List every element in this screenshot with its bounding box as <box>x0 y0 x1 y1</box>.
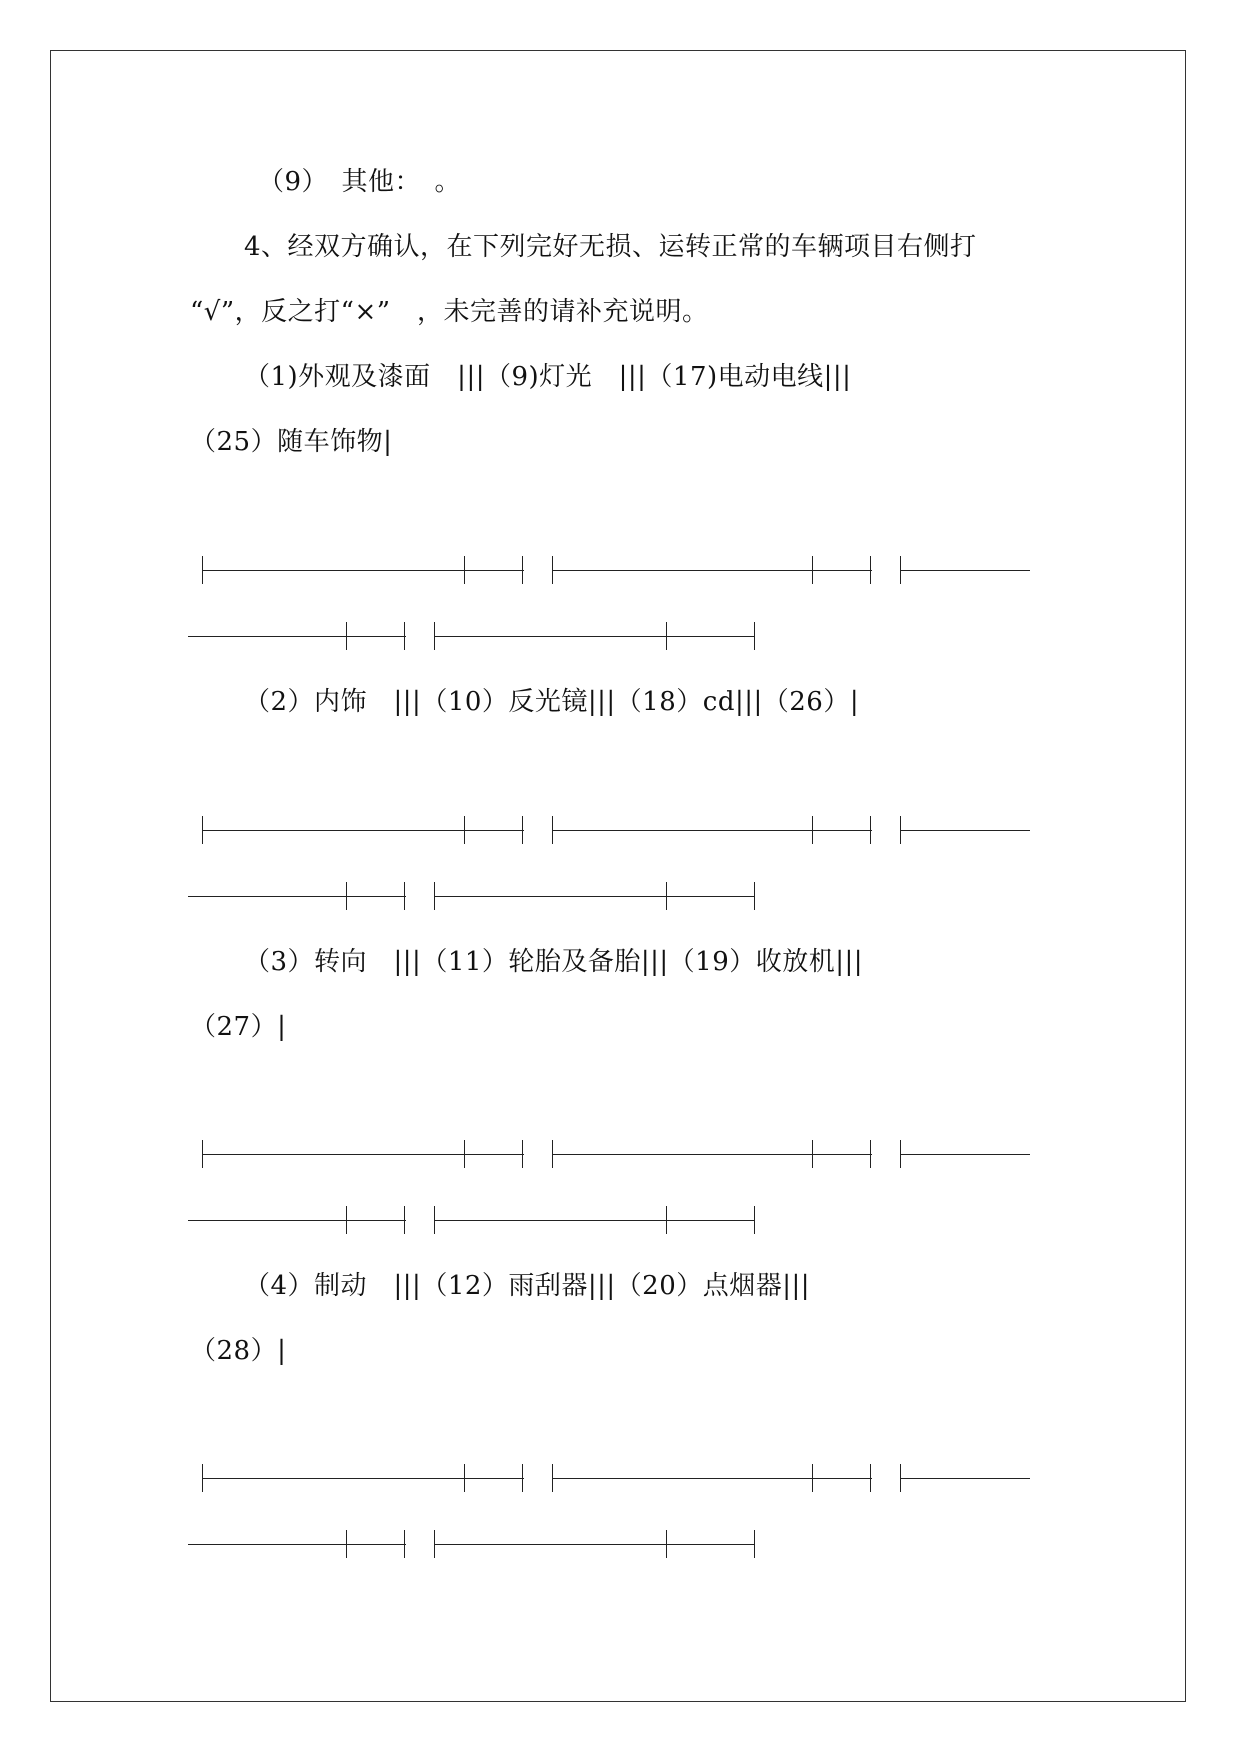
item-row-1b: （25）随车饰物| <box>190 427 393 457</box>
instruction-line-1: 4、经双方确认，在下列完好无损、运转正常的车辆项目右侧打 <box>244 232 977 262</box>
item-row-3b: （27）| <box>190 1012 287 1042</box>
other-item-line: （9） 其他： 。 <box>258 167 462 197</box>
item-row-4a: （4）制动 |||（12）雨刮器|||（20）点烟器||| <box>244 1271 811 1301</box>
item-row-4b: （28）| <box>190 1336 287 1366</box>
item-row-2: （2）内饰 |||（10）反光镜|||（18）cd|||（26）| <box>244 687 860 717</box>
item-row-1a: （1)外观及漆面 |||（9)灯光 |||（17)电动电线||| <box>244 362 852 392</box>
item-row-3a: （3）转向 |||（11）轮胎及备胎|||（19）收放机||| <box>244 947 864 977</box>
instruction-line-2: “√”，反之打“×” ，未完善的请补充说明。 <box>190 297 709 327</box>
